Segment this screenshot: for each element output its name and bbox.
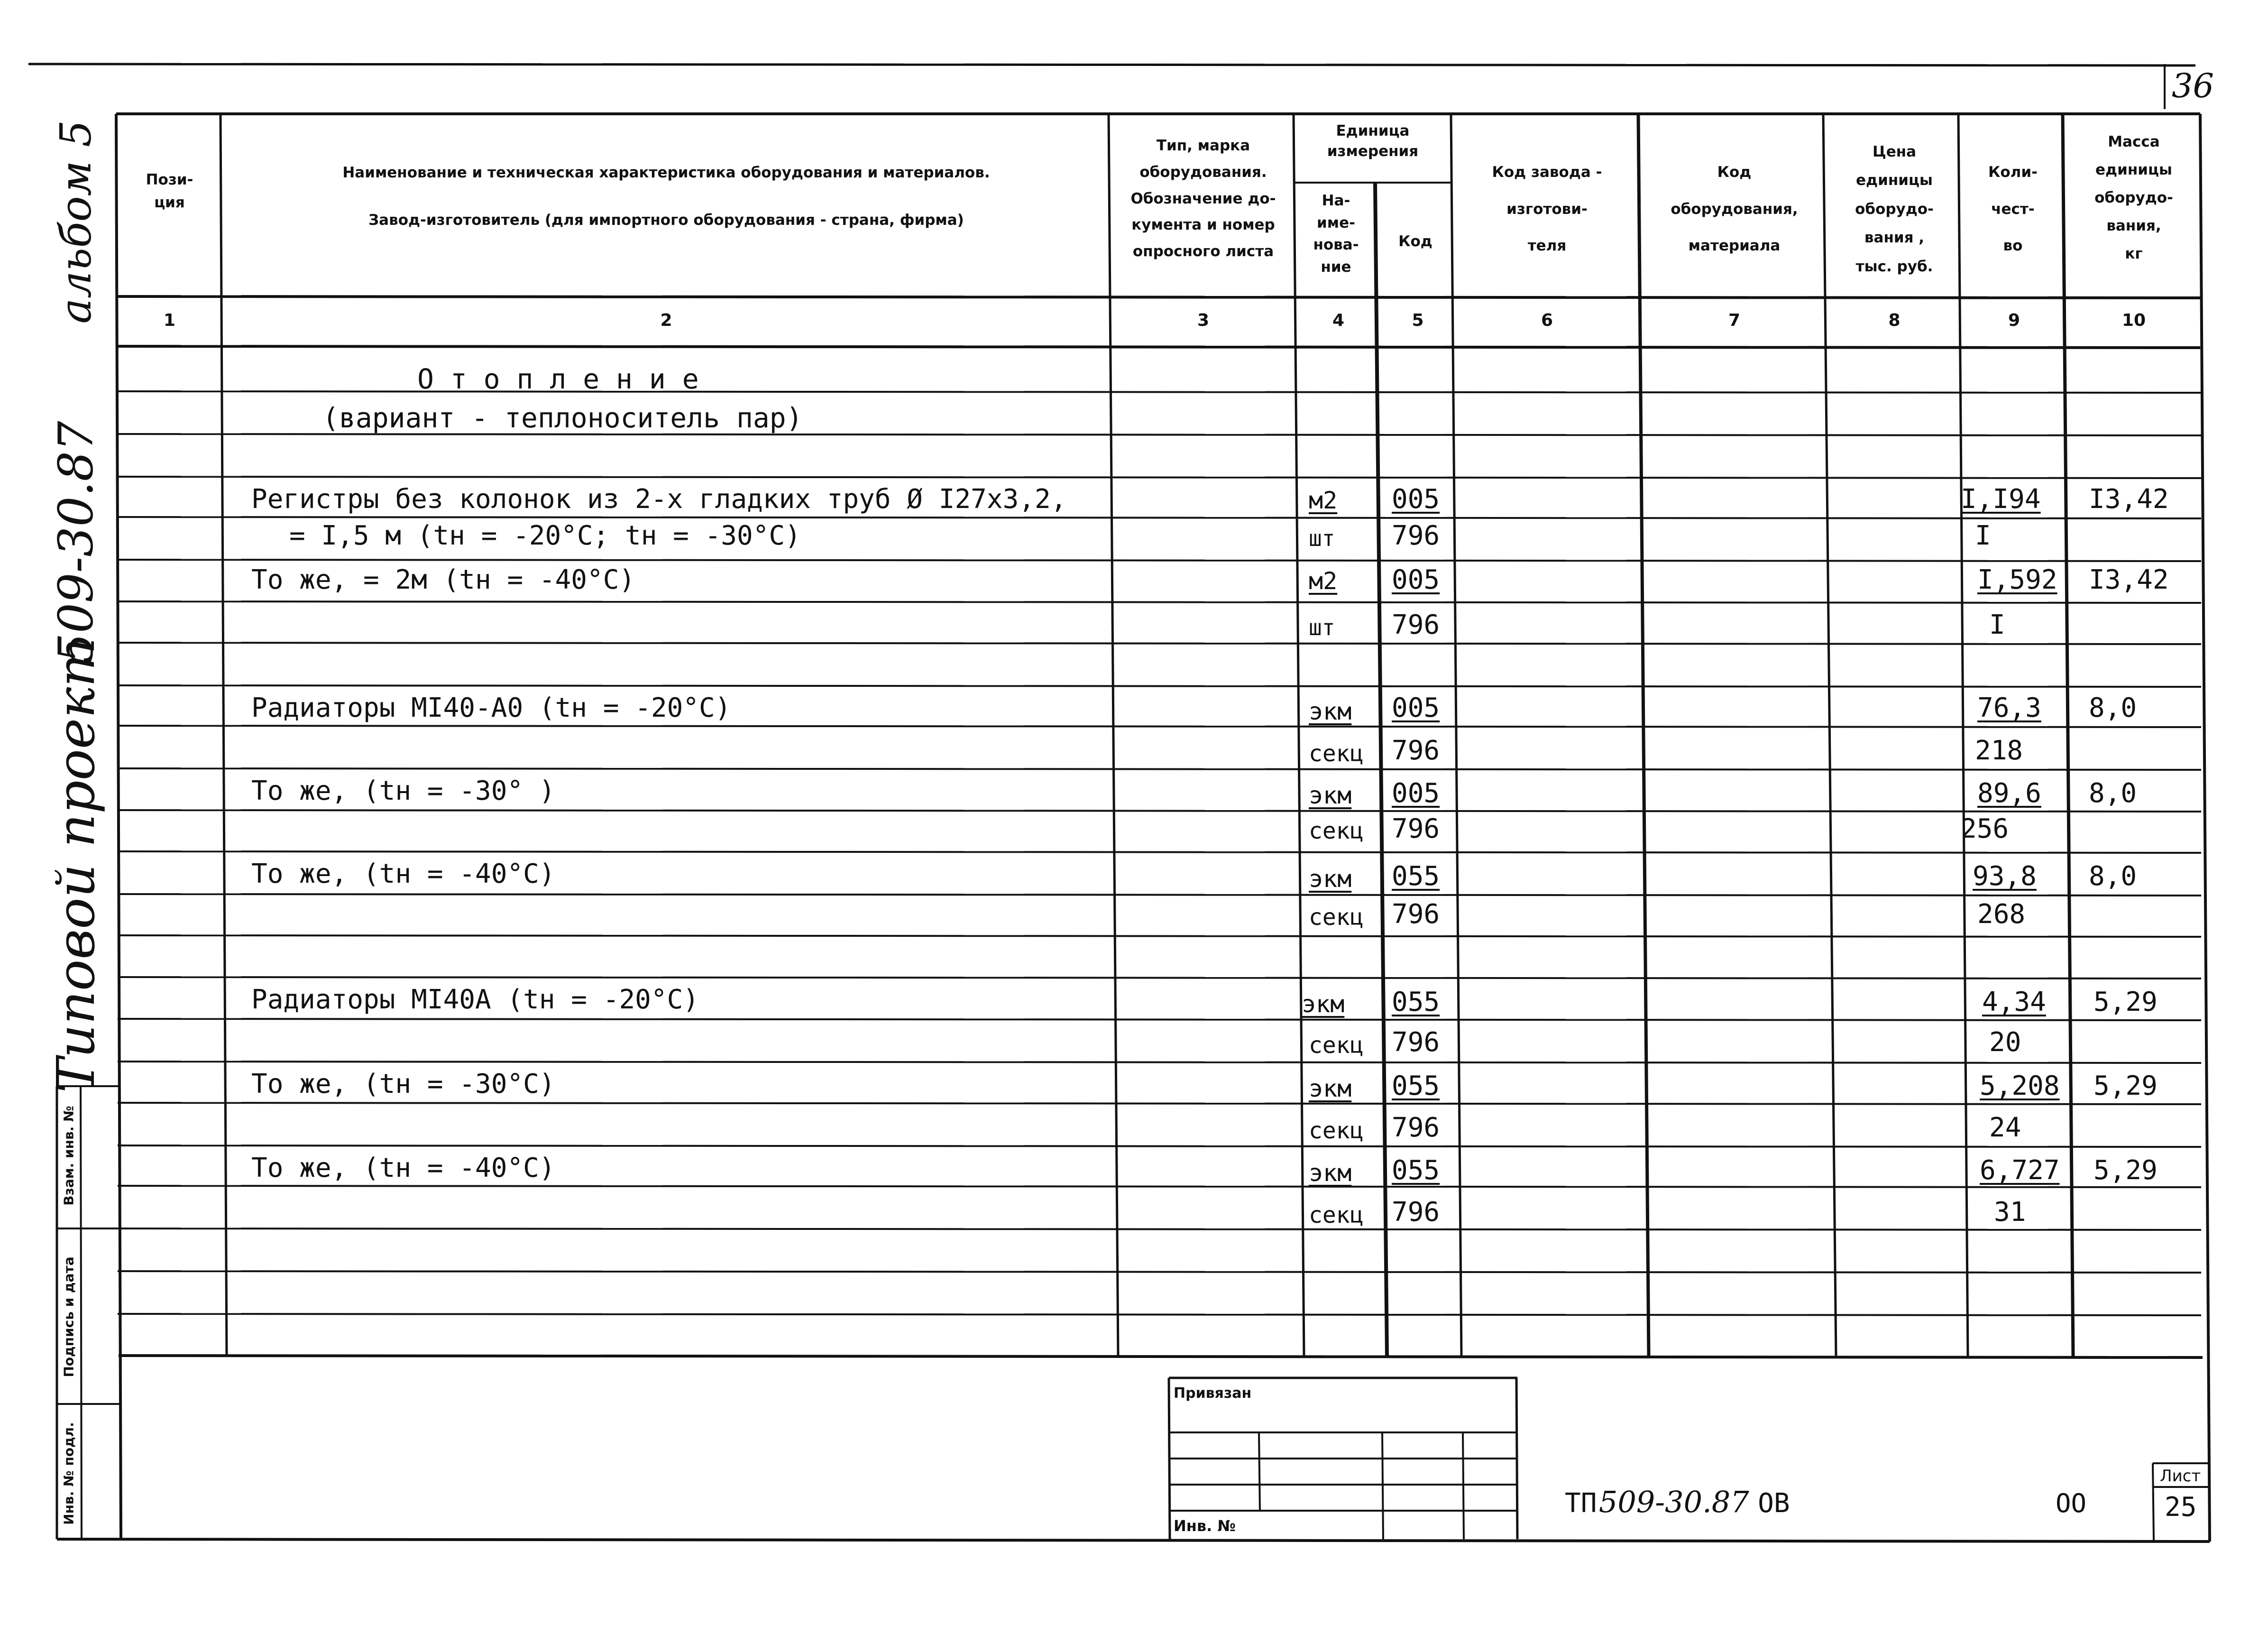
column-number-7: 7 bbox=[1728, 311, 1741, 330]
header-type: Тип, марка оборудования. Обозначение до- кумента и номер опросного листа bbox=[1130, 137, 1276, 260]
table-row-unit: м2 bbox=[1309, 567, 1338, 595]
table-row-code: 796 bbox=[1392, 735, 1440, 766]
table-row-qty: 20 bbox=[1989, 1027, 2021, 1058]
stamp-podpis-data: Подпись и дата bbox=[61, 1256, 77, 1377]
table-row-code: 055 bbox=[1392, 861, 1440, 892]
table-row-qty: I bbox=[1989, 609, 2005, 640]
table-row-unit: экм bbox=[1309, 1159, 1352, 1187]
table-row-unit: экм bbox=[1309, 865, 1352, 893]
table-row-name: То же, (tн = -30° ) bbox=[251, 776, 555, 806]
table-row-qty: 218 bbox=[1975, 735, 2023, 766]
table-row-qty: 268 bbox=[1977, 899, 2026, 930]
table-row-name: = I,5 м (tн = -20°C; tн = -30°C) bbox=[289, 520, 801, 551]
table-row-mass: I3,42 bbox=[2089, 564, 2169, 595]
table-row-mass: 5,29 bbox=[2094, 987, 2158, 1017]
table-row-qty: I,592 bbox=[1977, 564, 2057, 595]
table-row-qty: 89,6 bbox=[1977, 778, 2041, 809]
document-stage: ОО bbox=[2056, 1488, 2087, 1518]
table-row-code: 796 bbox=[1392, 520, 1440, 551]
title-block-privyazan: Привязан bbox=[1174, 1385, 1252, 1402]
header-position: Пози- ция bbox=[146, 171, 193, 212]
column-number-3: 3 bbox=[1197, 311, 1210, 330]
table-row-qty: 4,34 bbox=[1982, 987, 2046, 1017]
table-row-name: То же, (tн = -40°C) bbox=[251, 859, 555, 889]
margin-project-text: Типовой проект bbox=[46, 637, 106, 1093]
table-row-mass: 5,29 bbox=[2094, 1071, 2158, 1101]
table-row-unit: секц bbox=[1309, 1117, 1364, 1144]
table-row-unit: шт bbox=[1309, 526, 1335, 551]
table-row-unit: секц bbox=[1309, 818, 1364, 844]
table-row-code: 055 bbox=[1392, 1071, 1440, 1101]
stamp-inv-podl: Инв. № подл. bbox=[61, 1422, 77, 1525]
table-row-code: 055 bbox=[1392, 987, 1440, 1017]
table-row-code: 796 bbox=[1392, 1112, 1440, 1143]
table-row-mass: 8,0 bbox=[2089, 692, 2137, 723]
table-row-unit: экм bbox=[1309, 698, 1352, 725]
column-number-4: 4 bbox=[1332, 311, 1345, 330]
table-row-qty: 24 bbox=[1989, 1112, 2021, 1143]
header-factory-code: Код завода - изготови- теля bbox=[1492, 164, 1602, 254]
document-designation bbox=[1565, 1485, 1790, 1519]
header-name-line1: Наименование и техническая характеристика оборудования и материалов. bbox=[342, 164, 990, 181]
table-row-qty: 31 bbox=[1994, 1197, 2026, 1228]
table-row-qty: I bbox=[1975, 520, 1991, 551]
column-number-1: 1 bbox=[163, 311, 176, 330]
table-row-code: 796 bbox=[1392, 899, 1440, 930]
table-row-code: 005 bbox=[1392, 564, 1440, 595]
table-row-unit: секц bbox=[1309, 740, 1364, 767]
table-row-mass: 8,0 bbox=[2089, 861, 2137, 892]
column-number-8: 8 bbox=[1888, 311, 1901, 330]
table-row-qty: 6,727 bbox=[1980, 1155, 2060, 1186]
column-number-10: 10 bbox=[2121, 311, 2146, 330]
section-title: О т о п л е н и е bbox=[417, 363, 699, 395]
table-row-code: 055 bbox=[1392, 1155, 1440, 1186]
table-row-qty: 5,208 bbox=[1980, 1071, 2060, 1101]
header-quantity: Коли- чест- во bbox=[1988, 164, 2038, 254]
table-row-qty: 93,8 bbox=[1973, 861, 2037, 892]
column-number-9: 9 bbox=[2008, 311, 2020, 330]
table-row-qty: I,I94 bbox=[1961, 484, 2041, 515]
header-unit-group: Единица измерения bbox=[1327, 122, 1419, 160]
document-number: 509-30.87 bbox=[1598, 1485, 1749, 1519]
table-row-mass: 5,29 bbox=[2094, 1155, 2158, 1186]
title-block-inv-no: Инв. № bbox=[1174, 1517, 1236, 1535]
table-row-name: Радиаторы МI40А (tн = -20°C) bbox=[251, 984, 699, 1015]
header-mass: Масса единицы оборудо- вания, кг bbox=[2094, 133, 2173, 262]
header-unit-code: Код bbox=[1398, 233, 1432, 250]
table-row-unit: секц bbox=[1309, 1032, 1364, 1059]
header-price: Цена единицы оборудо- вания , тыс. руб. bbox=[1855, 143, 1934, 275]
sheet-number-value: 25 bbox=[2165, 1492, 2197, 1523]
table-row-code: 796 bbox=[1392, 609, 1440, 640]
header-unit-name: На- име- нова- ние bbox=[1313, 192, 1359, 276]
table-row-name: То же, = 2м (tн = -40°C) bbox=[251, 564, 635, 595]
table-row-code: 005 bbox=[1392, 778, 1440, 809]
table-row-name: Радиаторы МI40-А0 (tн = -20°C) bbox=[251, 692, 731, 723]
table-row-code: 796 bbox=[1392, 1197, 1440, 1228]
table-row-unit: шт bbox=[1309, 615, 1335, 640]
table-row-code: 796 bbox=[1392, 1027, 1440, 1058]
table-row-code: 796 bbox=[1392, 813, 1440, 844]
table-row-code: 005 bbox=[1392, 484, 1440, 515]
margin-code-text: 509-30.87 bbox=[48, 421, 104, 664]
table-row-unit: м2 bbox=[1309, 487, 1338, 514]
table-row-qty: 76,3 bbox=[1977, 692, 2041, 723]
stamp-vzam-inv: Взам. инв. № bbox=[61, 1106, 77, 1206]
table-row-unit: секц bbox=[1309, 1202, 1364, 1228]
column-number-2: 2 bbox=[660, 311, 672, 330]
table-row-unit: секц bbox=[1309, 904, 1364, 931]
table-row-qty: 256 bbox=[1961, 813, 2009, 844]
sheet-label: Лист bbox=[2160, 1467, 2201, 1486]
section-subtitle: (вариант - теплоноситель пар) bbox=[322, 402, 803, 434]
table-row-unit: экм bbox=[1302, 990, 1345, 1018]
table-row-name: То же, (tн = -30°C) bbox=[251, 1069, 555, 1099]
document-prefix: ТП bbox=[1565, 1488, 1597, 1519]
document-suffix: ОВ bbox=[1758, 1488, 1790, 1519]
margin-album-text: альбом 5 bbox=[51, 120, 101, 324]
sheet-number: 36 bbox=[2172, 66, 2214, 105]
table-row-code: 005 bbox=[1392, 692, 1440, 723]
column-number-5: 5 bbox=[1412, 311, 1424, 330]
table-row-name: Регистры без колонок из 2-х гладких труб Ø I27х3,2, bbox=[251, 484, 1067, 515]
table-row-mass: 8,0 bbox=[2089, 778, 2137, 809]
table-row-unit: экм bbox=[1309, 782, 1352, 809]
header-name-line2: Завод-изготовитель (для импортного оборудования - страна, фирма) bbox=[368, 212, 964, 229]
table-row-unit: экм bbox=[1309, 1075, 1352, 1102]
column-number-6: 6 bbox=[1541, 311, 1553, 330]
table-row-name: То же, (tн = -40°C) bbox=[251, 1153, 555, 1183]
header-equipment-code: Код оборудования, материала bbox=[1671, 164, 1798, 254]
table-row-mass: I3,42 bbox=[2089, 484, 2169, 515]
